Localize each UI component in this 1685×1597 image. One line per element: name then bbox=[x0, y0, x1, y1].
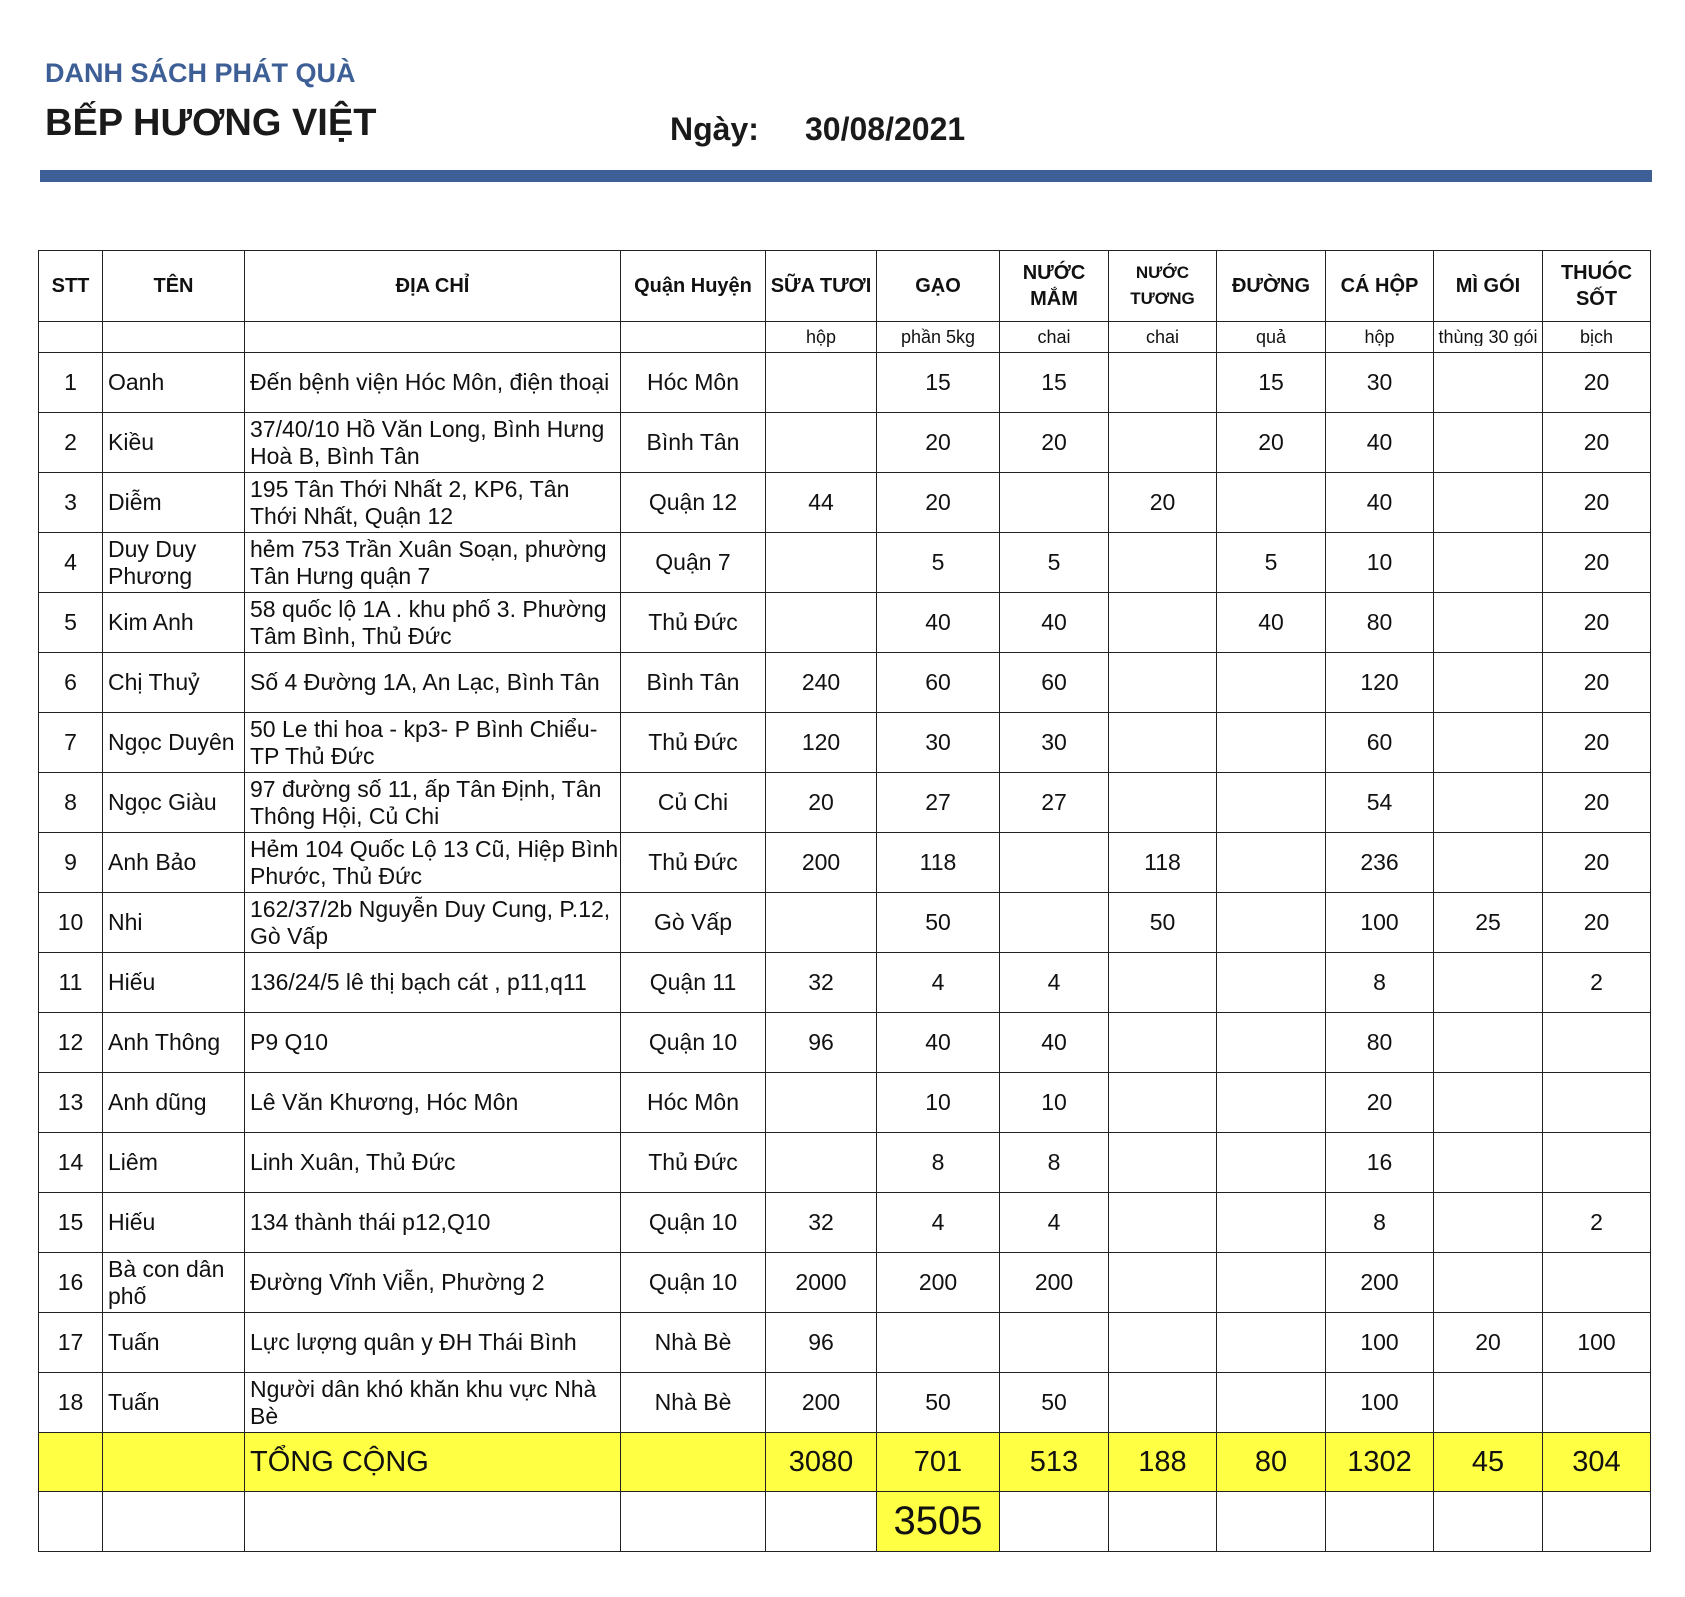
name-cell: Kim Anh bbox=[103, 593, 245, 653]
table-row bbox=[39, 473, 1651, 533]
table-row bbox=[39, 1373, 1651, 1433]
milk-cell: 96 bbox=[766, 1313, 877, 1373]
distribution-table bbox=[38, 250, 1651, 1552]
fish-sauce-cell bbox=[1000, 893, 1109, 953]
district-cell: Quận 11 bbox=[621, 953, 766, 1013]
canned-fish-cell: 30 bbox=[1326, 353, 1434, 413]
name-cell: Nhi bbox=[103, 893, 245, 953]
totals-empty-cell bbox=[621, 1433, 766, 1492]
milk-cell bbox=[766, 353, 877, 413]
fish-sauce-cell: 30 bbox=[1000, 713, 1109, 773]
rice-cell: 50 bbox=[877, 1373, 1000, 1433]
fish-sauce-cell: 40 bbox=[1000, 1013, 1109, 1073]
sugar-cell bbox=[1217, 1253, 1326, 1313]
fish-sauce-cell: 20 bbox=[1000, 413, 1109, 473]
district-cell: Thủ Đức bbox=[621, 833, 766, 893]
name-cell: Anh Bảo bbox=[103, 833, 245, 893]
col-header-milk: SỮA TƯƠI bbox=[766, 251, 877, 322]
noodles-cell bbox=[1434, 653, 1543, 713]
table-row bbox=[39, 773, 1651, 833]
stt-cell: 9 bbox=[39, 833, 103, 893]
grand-empty-cell bbox=[766, 1492, 877, 1552]
address-cell: 162/37/2b Nguyễn Duy Cung, P.12, Gò Vấp bbox=[245, 893, 621, 953]
sugar-cell: 15 bbox=[1217, 353, 1326, 413]
canned-fish-cell: 100 bbox=[1326, 1373, 1434, 1433]
unit-noodles-text: thùng 30 gói bbox=[1438, 328, 1538, 346]
fish-sauce-cell: 8 bbox=[1000, 1133, 1109, 1193]
list-subtitle: DANH SÁCH PHÁT QUÀ bbox=[45, 58, 356, 88]
noodles-cell bbox=[1434, 473, 1543, 533]
rice-cell: 27 bbox=[877, 773, 1000, 833]
district-cell: Quận 10 bbox=[621, 1193, 766, 1253]
table-row bbox=[39, 1073, 1651, 1133]
mosquito-spray-cell bbox=[1543, 1073, 1651, 1133]
name-cell: Diễm bbox=[103, 473, 245, 533]
district-cell: Bình Tân bbox=[621, 653, 766, 713]
stt-cell: 7 bbox=[39, 713, 103, 773]
unit-soy-sauce: chai bbox=[1109, 322, 1217, 353]
mosquito-spray-cell: 20 bbox=[1543, 773, 1651, 833]
stt-cell: 18 bbox=[39, 1373, 103, 1433]
unit-cell bbox=[103, 322, 245, 353]
fish-sauce-cell bbox=[1000, 1313, 1109, 1373]
rice-cell: 30 bbox=[877, 713, 1000, 773]
soy-sauce-cell bbox=[1109, 953, 1217, 1013]
grand-empty-cell bbox=[1543, 1492, 1651, 1552]
milk-cell: 96 bbox=[766, 1013, 877, 1073]
col-header-noodles: MÌ GÓI bbox=[1434, 251, 1543, 322]
table-row bbox=[39, 1133, 1651, 1193]
grand-empty-cell bbox=[245, 1492, 621, 1552]
milk-cell: 120 bbox=[766, 713, 877, 773]
canned-fish-cell: 80 bbox=[1326, 593, 1434, 653]
soy-sauce-cell: 20 bbox=[1109, 473, 1217, 533]
mosquito-spray-cell bbox=[1543, 1373, 1651, 1433]
soy-sauce-cell bbox=[1109, 773, 1217, 833]
mosquito-spray-cell: 2 bbox=[1543, 1193, 1651, 1253]
address-cell: P9 Q10 bbox=[245, 1013, 621, 1073]
noodles-cell bbox=[1434, 833, 1543, 893]
mosquito-spray-cell: 20 bbox=[1543, 353, 1651, 413]
total-fish-sauce: 513 bbox=[1000, 1433, 1109, 1492]
grand-empty-cell bbox=[103, 1492, 245, 1552]
grand-empty-cell bbox=[1217, 1492, 1326, 1552]
rice-cell: 40 bbox=[877, 1013, 1000, 1073]
table-row bbox=[39, 833, 1651, 893]
total-noodles: 45 bbox=[1434, 1433, 1543, 1492]
fish-sauce-cell: 10 bbox=[1000, 1073, 1109, 1133]
grand-total-value: 3505 bbox=[877, 1492, 1000, 1552]
milk-cell bbox=[766, 893, 877, 953]
table-row bbox=[39, 413, 1651, 473]
noodles-cell bbox=[1434, 353, 1543, 413]
table-row bbox=[39, 713, 1651, 773]
address-cell: Hẻm 104 Quốc Lộ 13 Cũ, Hiệp Bình Phước, Thủ Đức bbox=[245, 833, 621, 893]
fish-sauce-cell: 50 bbox=[1000, 1373, 1109, 1433]
totals-row bbox=[39, 1433, 1651, 1492]
fish-sauce-cell: 5 bbox=[1000, 533, 1109, 593]
stt-cell: 11 bbox=[39, 953, 103, 1013]
total-soy-sauce: 188 bbox=[1109, 1433, 1217, 1492]
sugar-cell bbox=[1217, 893, 1326, 953]
soy-sauce-cell: 50 bbox=[1109, 893, 1217, 953]
unit-cell bbox=[39, 322, 103, 353]
table-row bbox=[39, 1253, 1651, 1313]
mosquito-spray-cell: 20 bbox=[1543, 893, 1651, 953]
grand-empty-cell bbox=[1434, 1492, 1543, 1552]
sugar-cell bbox=[1217, 1193, 1326, 1253]
date-label: Ngày: bbox=[670, 111, 759, 147]
milk-cell: 2000 bbox=[766, 1253, 877, 1313]
noodles-cell bbox=[1434, 1373, 1543, 1433]
stt-cell: 4 bbox=[39, 533, 103, 593]
rice-cell: 10 bbox=[877, 1073, 1000, 1133]
milk-cell: 200 bbox=[766, 1373, 877, 1433]
district-cell: Quận 10 bbox=[621, 1013, 766, 1073]
sugar-cell bbox=[1217, 713, 1326, 773]
table-row bbox=[39, 953, 1651, 1013]
col-header-address: ĐỊA CHỈ bbox=[245, 251, 621, 322]
noodles-cell bbox=[1434, 1193, 1543, 1253]
address-cell: 97 đường số 11, ấp Tân Định, Tân Thông Hội, Củ Chi bbox=[245, 773, 621, 833]
sugar-cell bbox=[1217, 953, 1326, 1013]
unit-milk: hộp bbox=[766, 322, 877, 353]
mosquito-spray-cell: 20 bbox=[1543, 533, 1651, 593]
col-header-canned-fish: CÁ HỘP bbox=[1326, 251, 1434, 322]
soy-sauce-cell bbox=[1109, 593, 1217, 653]
milk-cell: 32 bbox=[766, 953, 877, 1013]
address-cell: Đến bệnh viện Hóc Môn, điện thoại bbox=[245, 353, 621, 413]
milk-cell: 32 bbox=[766, 1193, 877, 1253]
district-cell: Gò Vấp bbox=[621, 893, 766, 953]
rice-cell: 50 bbox=[877, 893, 1000, 953]
sugar-cell: 5 bbox=[1217, 533, 1326, 593]
sugar-cell: 20 bbox=[1217, 413, 1326, 473]
unit-mosquito-spray: bịch bbox=[1543, 322, 1651, 353]
noodles-cell bbox=[1434, 533, 1543, 593]
rice-cell: 40 bbox=[877, 593, 1000, 653]
address-cell: Linh Xuân, Thủ Đức bbox=[245, 1133, 621, 1193]
district-cell: Nhà Bè bbox=[621, 1373, 766, 1433]
district-cell: Quận 12 bbox=[621, 473, 766, 533]
milk-cell bbox=[766, 533, 877, 593]
canned-fish-cell: 200 bbox=[1326, 1253, 1434, 1313]
rice-cell: 200 bbox=[877, 1253, 1000, 1313]
sugar-cell bbox=[1217, 773, 1326, 833]
mosquito-spray-cell: 20 bbox=[1543, 413, 1651, 473]
mosquito-spray-cell: 20 bbox=[1543, 653, 1651, 713]
noodles-cell bbox=[1434, 713, 1543, 773]
stt-cell: 8 bbox=[39, 773, 103, 833]
name-cell: Bà con dân phố bbox=[103, 1253, 245, 1313]
sugar-cell bbox=[1217, 1133, 1326, 1193]
sugar-cell bbox=[1217, 1313, 1326, 1373]
grand-empty-cell bbox=[1109, 1492, 1217, 1552]
header-divider bbox=[40, 170, 1652, 182]
milk-cell: 20 bbox=[766, 773, 877, 833]
stt-cell: 6 bbox=[39, 653, 103, 713]
rice-cell bbox=[877, 1313, 1000, 1373]
milk-cell bbox=[766, 1133, 877, 1193]
canned-fish-cell: 100 bbox=[1326, 893, 1434, 953]
rice-cell: 5 bbox=[877, 533, 1000, 593]
fish-sauce-cell: 4 bbox=[1000, 953, 1109, 1013]
rice-cell: 60 bbox=[877, 653, 1000, 713]
table-row bbox=[39, 1013, 1651, 1073]
milk-cell bbox=[766, 1073, 877, 1133]
totals-label: TỔNG CỘNG bbox=[245, 1433, 621, 1492]
sugar-cell bbox=[1217, 653, 1326, 713]
soy-sauce-cell bbox=[1109, 533, 1217, 593]
table-row bbox=[39, 893, 1651, 953]
noodles-cell: 25 bbox=[1434, 893, 1543, 953]
address-cell: 195 Tân Thới Nhất 2, KP6, Tân Thới Nhất, Quận 12 bbox=[245, 473, 621, 533]
name-cell: Kiều bbox=[103, 413, 245, 473]
mosquito-spray-cell: 100 bbox=[1543, 1313, 1651, 1373]
stt-cell: 10 bbox=[39, 893, 103, 953]
total-rice: 701 bbox=[877, 1433, 1000, 1492]
address-cell: Lực lượng quân y ĐH Thái Bình bbox=[245, 1313, 621, 1373]
table-row bbox=[39, 533, 1651, 593]
name-cell: Chị Thuỷ bbox=[103, 653, 245, 713]
total-sugar: 80 bbox=[1217, 1433, 1326, 1492]
fish-sauce-cell: 60 bbox=[1000, 653, 1109, 713]
address-cell: Người dân khó khăn khu vực Nhà Bè bbox=[245, 1373, 621, 1433]
stt-cell: 5 bbox=[39, 593, 103, 653]
mosquito-spray-cell: 20 bbox=[1543, 593, 1651, 653]
mosquito-spray-cell: 2 bbox=[1543, 953, 1651, 1013]
grand-empty-cell bbox=[1326, 1492, 1434, 1552]
soy-sauce-cell bbox=[1109, 653, 1217, 713]
address-cell: 58 quốc lộ 1A . khu phố 3. Phường Tâm Bình, Thủ Đức bbox=[245, 593, 621, 653]
address-cell: Số 4 Đường 1A, An Lạc, Bình Tân bbox=[245, 653, 621, 713]
sugar-cell: 40 bbox=[1217, 593, 1326, 653]
mosquito-spray-cell bbox=[1543, 1133, 1651, 1193]
canned-fish-cell: 60 bbox=[1326, 713, 1434, 773]
rice-cell: 20 bbox=[877, 473, 1000, 533]
total-mosquito-spray: 304 bbox=[1543, 1433, 1651, 1492]
milk-cell bbox=[766, 413, 877, 473]
canned-fish-cell: 80 bbox=[1326, 1013, 1434, 1073]
noodles-cell bbox=[1434, 773, 1543, 833]
stt-cell: 15 bbox=[39, 1193, 103, 1253]
table-row bbox=[39, 1193, 1651, 1253]
soy-sauce-cell bbox=[1109, 353, 1217, 413]
header-row bbox=[39, 251, 1651, 322]
soy-sauce-cell bbox=[1109, 1073, 1217, 1133]
soy-sauce-cell bbox=[1109, 1313, 1217, 1373]
unit-rice: phần 5kg bbox=[877, 322, 1000, 353]
milk-cell bbox=[766, 593, 877, 653]
address-cell: 136/24/5 lê thị bạch cát , p11,q11 bbox=[245, 953, 621, 1013]
soy-sauce-cell bbox=[1109, 413, 1217, 473]
noodles-cell: 20 bbox=[1434, 1313, 1543, 1373]
unit-sugar: quả bbox=[1217, 322, 1326, 353]
table-row bbox=[39, 593, 1651, 653]
col-header-sugar: ĐƯỜNG bbox=[1217, 251, 1326, 322]
canned-fish-cell: 16 bbox=[1326, 1133, 1434, 1193]
stt-cell: 14 bbox=[39, 1133, 103, 1193]
canned-fish-cell: 120 bbox=[1326, 653, 1434, 713]
address-cell: hẻm 753 Trần Xuân Soạn, phường Tân Hưng quận 7 bbox=[245, 533, 621, 593]
name-cell: Ngọc Duyên bbox=[103, 713, 245, 773]
rice-cell: 8 bbox=[877, 1133, 1000, 1193]
col-header-stt: STT bbox=[39, 251, 103, 322]
canned-fish-cell: 8 bbox=[1326, 1193, 1434, 1253]
fish-sauce-cell: 200 bbox=[1000, 1253, 1109, 1313]
sugar-cell bbox=[1217, 1013, 1326, 1073]
mosquito-spray-cell bbox=[1543, 1253, 1651, 1313]
noodles-cell bbox=[1434, 413, 1543, 473]
soy-sauce-cell: 118 bbox=[1109, 833, 1217, 893]
address-cell: 50 Le thi hoa - kp3- P Bình Chiểu- TP Thủ Đức bbox=[245, 713, 621, 773]
stt-cell: 2 bbox=[39, 413, 103, 473]
address-cell: Lê Văn Khương, Hóc Môn bbox=[245, 1073, 621, 1133]
district-cell: Nhà Bè bbox=[621, 1313, 766, 1373]
col-header-soy-sauce: NƯỚC TƯƠNG bbox=[1109, 251, 1217, 322]
name-cell: Oanh bbox=[103, 353, 245, 413]
district-cell: Củ Chi bbox=[621, 773, 766, 833]
milk-cell: 44 bbox=[766, 473, 877, 533]
grand-empty-cell bbox=[621, 1492, 766, 1552]
unit-noodles bbox=[1434, 322, 1543, 353]
col-header-name: TÊN bbox=[103, 251, 245, 322]
noodles-cell bbox=[1434, 1073, 1543, 1133]
canned-fish-cell: 100 bbox=[1326, 1313, 1434, 1373]
soy-sauce-cell bbox=[1109, 1133, 1217, 1193]
district-cell: Thủ Đức bbox=[621, 713, 766, 773]
address-cell: 134 thành thái p12,Q10 bbox=[245, 1193, 621, 1253]
fish-sauce-cell: 4 bbox=[1000, 1193, 1109, 1253]
totals-empty-cell bbox=[39, 1433, 103, 1492]
district-cell: Hóc Môn bbox=[621, 1073, 766, 1133]
name-cell: Hiếu bbox=[103, 953, 245, 1013]
total-canned-fish: 1302 bbox=[1326, 1433, 1434, 1492]
canned-fish-cell: 40 bbox=[1326, 473, 1434, 533]
fish-sauce-cell bbox=[1000, 833, 1109, 893]
name-cell: Tuấn bbox=[103, 1373, 245, 1433]
name-cell: Hiếu bbox=[103, 1193, 245, 1253]
canned-fish-cell: 40 bbox=[1326, 413, 1434, 473]
table-row bbox=[39, 1313, 1651, 1373]
district-cell: Quận 10 bbox=[621, 1253, 766, 1313]
unit-cell bbox=[245, 322, 621, 353]
table-row bbox=[39, 353, 1651, 413]
table-body bbox=[39, 353, 1651, 1433]
unit-cell bbox=[621, 322, 766, 353]
unit-canned-fish: hộp bbox=[1326, 322, 1434, 353]
name-cell: Tuấn bbox=[103, 1313, 245, 1373]
canned-fish-cell: 54 bbox=[1326, 773, 1434, 833]
fish-sauce-cell: 15 bbox=[1000, 353, 1109, 413]
unit-fish-sauce: chai bbox=[1000, 322, 1109, 353]
canned-fish-cell: 236 bbox=[1326, 833, 1434, 893]
soy-sauce-cell bbox=[1109, 1373, 1217, 1433]
stt-cell: 3 bbox=[39, 473, 103, 533]
noodles-cell bbox=[1434, 953, 1543, 1013]
canned-fish-cell: 20 bbox=[1326, 1073, 1434, 1133]
name-cell: Liêm bbox=[103, 1133, 245, 1193]
table-row bbox=[39, 653, 1651, 713]
rice-cell: 118 bbox=[877, 833, 1000, 893]
name-cell: Ngọc Giàu bbox=[103, 773, 245, 833]
grand-total-row bbox=[39, 1492, 1651, 1552]
milk-cell: 240 bbox=[766, 653, 877, 713]
stt-cell: 13 bbox=[39, 1073, 103, 1133]
col-header-district: Quận Huyện bbox=[621, 251, 766, 322]
stt-cell: 16 bbox=[39, 1253, 103, 1313]
soy-sauce-cell bbox=[1109, 1013, 1217, 1073]
grand-empty-cell bbox=[39, 1492, 103, 1552]
noodles-cell bbox=[1434, 1133, 1543, 1193]
col-header-mosquito-spray: THUÓC SỐT bbox=[1543, 251, 1651, 322]
district-cell: Thủ Đức bbox=[621, 1133, 766, 1193]
total-milk: 3080 bbox=[766, 1433, 877, 1492]
rice-cell: 4 bbox=[877, 953, 1000, 1013]
sugar-cell bbox=[1217, 473, 1326, 533]
canned-fish-cell: 10 bbox=[1326, 533, 1434, 593]
name-cell: Duy Duy Phương bbox=[103, 533, 245, 593]
fish-sauce-cell: 27 bbox=[1000, 773, 1109, 833]
name-cell: Anh dũng bbox=[103, 1073, 245, 1133]
canned-fish-cell: 8 bbox=[1326, 953, 1434, 1013]
name-cell: Anh Thông bbox=[103, 1013, 245, 1073]
soy-sauce-cell bbox=[1109, 1193, 1217, 1253]
noodles-cell bbox=[1434, 593, 1543, 653]
col-header-fish-sauce: NƯỚC MẮM bbox=[1000, 251, 1109, 322]
units-row bbox=[39, 322, 1651, 353]
noodles-cell bbox=[1434, 1013, 1543, 1073]
milk-cell: 200 bbox=[766, 833, 877, 893]
date-value: 30/08/2021 bbox=[805, 111, 966, 147]
stt-cell: 12 bbox=[39, 1013, 103, 1073]
mosquito-spray-cell: 20 bbox=[1543, 473, 1651, 533]
address-cell: 37/40/10 Hồ Văn Long, Bình Hưng Hoà B, Bình Tân bbox=[245, 413, 621, 473]
noodles-cell bbox=[1434, 1253, 1543, 1313]
stt-cell: 1 bbox=[39, 353, 103, 413]
sugar-cell bbox=[1217, 1073, 1326, 1133]
fish-sauce-cell: 40 bbox=[1000, 593, 1109, 653]
district-cell: Quận 7 bbox=[621, 533, 766, 593]
col-header-rice: GẠO bbox=[877, 251, 1000, 322]
totals-empty-cell bbox=[103, 1433, 245, 1492]
soy-sauce-cell bbox=[1109, 1253, 1217, 1313]
rice-cell: 4 bbox=[877, 1193, 1000, 1253]
soy-sauce-cell bbox=[1109, 713, 1217, 773]
organization-title: BẾP HƯƠNG VIỆT bbox=[45, 102, 377, 144]
sugar-cell bbox=[1217, 833, 1326, 893]
mosquito-spray-cell: 20 bbox=[1543, 713, 1651, 773]
rice-cell: 15 bbox=[877, 353, 1000, 413]
fish-sauce-cell bbox=[1000, 473, 1109, 533]
sugar-cell bbox=[1217, 1373, 1326, 1433]
district-cell: Hóc Môn bbox=[621, 353, 766, 413]
district-cell: Bình Tân bbox=[621, 413, 766, 473]
mosquito-spray-cell bbox=[1543, 1013, 1651, 1073]
grand-empty-cell bbox=[1000, 1492, 1109, 1552]
mosquito-spray-cell: 20 bbox=[1543, 833, 1651, 893]
rice-cell: 20 bbox=[877, 413, 1000, 473]
address-cell: Đường Vĩnh Viễn, Phường 2 bbox=[245, 1253, 621, 1313]
stt-cell: 17 bbox=[39, 1313, 103, 1373]
district-cell: Thủ Đức bbox=[621, 593, 766, 653]
